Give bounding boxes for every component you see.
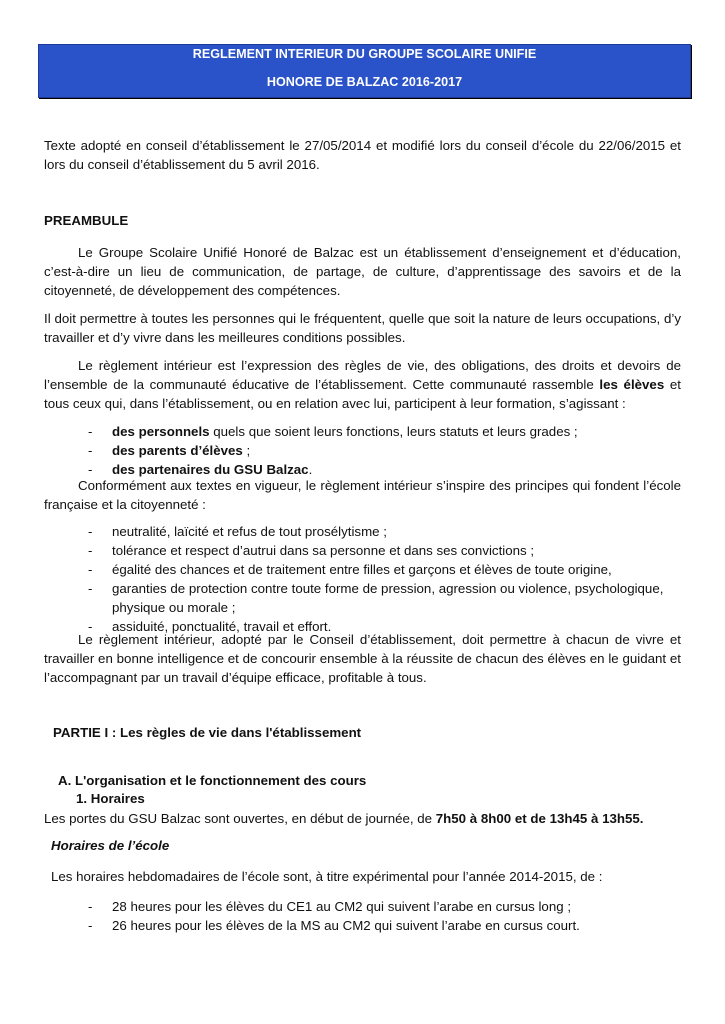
dash-bullet: - xyxy=(88,619,93,634)
list-item xyxy=(88,422,678,441)
document-title-banner xyxy=(38,44,691,98)
dash-bullet: - xyxy=(88,424,93,439)
list-item-text: égalité des chances et de traitement entre filles et garçons et élèves de toute origine, xyxy=(112,562,612,577)
list-item-text: tolérance et respect d’autrui dans sa personne et dans ses convictions ; xyxy=(112,543,535,558)
preambule-paragraph-1: Le Groupe Scolaire Unifié Honoré de Balzac est un établissement d’enseignement et d’éducation, c’est-à-dire un lieu de communication, de partage, de culture, d’apprentissage des savoirs et de la citoyenneté, de développement des compétences. xyxy=(44,245,681,298)
title-line-2: HONORE DE BALZAC 2016-2017 xyxy=(266,75,463,89)
list-item-text: 28 heures pour les élèves du CE1 au CM2 qui suivent l’arabe en cursus long ; xyxy=(112,899,572,914)
section-a-heading: A. L'organisation et le fonctionnement des cours xyxy=(58,773,367,788)
list-item xyxy=(88,522,678,541)
horaires-intro: Les horaires hebdomadaires de l’école sont, à titre expérimental pour l’année 2014-2015, de : xyxy=(51,869,603,884)
dash-bullet: - xyxy=(88,899,93,914)
dash-bullet: - xyxy=(88,443,93,458)
preambule-paragraph-2: Il doit permettre à toutes les personnes qui le fréquentent, quelle que soit la nature de leurs occupations, d’y travailler et d’y vivre dans les meilleures conditions possibles. xyxy=(44,311,681,345)
preambule-paragraph-5: Le règlement intérieur, adopté par le Conseil d’établissement, doit permettre à chacun de vivre et travailler en bonne intelligence et de concourir ensemble à la réussite de chacun des élèves en le guidant et l’accompagnant par un travail d’équipe efficace, profitable à tous. xyxy=(44,632,681,685)
community-list xyxy=(88,422,678,479)
list-item-text: . xyxy=(308,462,313,477)
horaires-ecole-heading: Horaires de l’école xyxy=(51,838,170,853)
subsection-1-heading: 1. Horaires xyxy=(76,791,145,806)
preambule-paragraph-3 xyxy=(44,356,681,413)
dash-bullet: - xyxy=(88,524,93,539)
list-item-bold: des parents d’élèves xyxy=(112,443,243,458)
principles-list xyxy=(88,522,678,636)
dash-bullet: - xyxy=(88,462,93,477)
partie-1-heading: PARTIE I : Les règles de vie dans l'établissement xyxy=(53,725,362,740)
dash-bullet: - xyxy=(88,543,93,558)
title-line-1: REGLEMENT INTERIEUR DU GROUPE SCOLAIRE UNIFIE xyxy=(192,47,537,61)
list-item xyxy=(88,916,678,935)
list-item-text: neutralité, laïcité et refus de tout prosélytisme ; xyxy=(112,524,387,539)
dash-bullet: - xyxy=(88,581,93,596)
list-item xyxy=(88,541,678,560)
horaires-list xyxy=(88,897,678,935)
p3-text-a: Le règlement intérieur est l’expression des règles de vie, des obligations, des droits et devoirs de l’ensemble de la communauté éducative de l’établissement. Cette communauté rassemble xyxy=(44,358,681,392)
portes-hours: 7h50 à 8h00 et de 13h45 à 13h55. xyxy=(435,811,644,826)
intro-paragraph: Texte adopté en conseil d’établissement le 27/05/2014 et modifié lors du conseil d’école du 22/06/2015 et lors du conseil d’établissement du 5 avril 2016. xyxy=(44,138,681,172)
preambule-paragraph-4: Conformément aux textes en vigueur, le règlement intérieur s’inspire des principes qui fondent l’école française et la citoyenneté : xyxy=(44,478,681,512)
p3-text-c: et tous ceux qui, dans l’établissement, ou en relation avec lui, participent à leur formation, s’agissant : xyxy=(44,377,681,411)
p3-bold: les élèves xyxy=(599,377,665,392)
list-item-bold: des personnels xyxy=(112,424,210,439)
list-item-text: 26 heures pour les élèves de la MS au CM2 qui suivent l’arabe en cursus court. xyxy=(112,918,580,933)
list-item xyxy=(88,441,678,460)
list-item-text: ; xyxy=(242,443,251,458)
list-item-text: quels que soient leurs fonctions, leurs statuts et leurs grades ; xyxy=(209,424,578,439)
list-item-bold: des partenaires du GSU Balzac xyxy=(112,462,309,477)
list-item-text: assiduité, ponctualité, travail et effort. xyxy=(112,619,332,634)
list-item xyxy=(88,579,678,617)
list-item-text: garanties de protection contre toute forme de pression, agression ou violence, psychologique, physique ou morale ; xyxy=(112,581,664,615)
dash-bullet: - xyxy=(88,918,93,933)
dash-bullet: - xyxy=(88,562,93,577)
list-item xyxy=(88,560,678,579)
portes-text: Les portes du GSU Balzac sont ouvertes, en début de journée, de xyxy=(44,811,436,826)
preambule-heading: PREAMBULE xyxy=(44,213,129,228)
list-item xyxy=(88,897,678,916)
portes-paragraph xyxy=(44,809,681,828)
